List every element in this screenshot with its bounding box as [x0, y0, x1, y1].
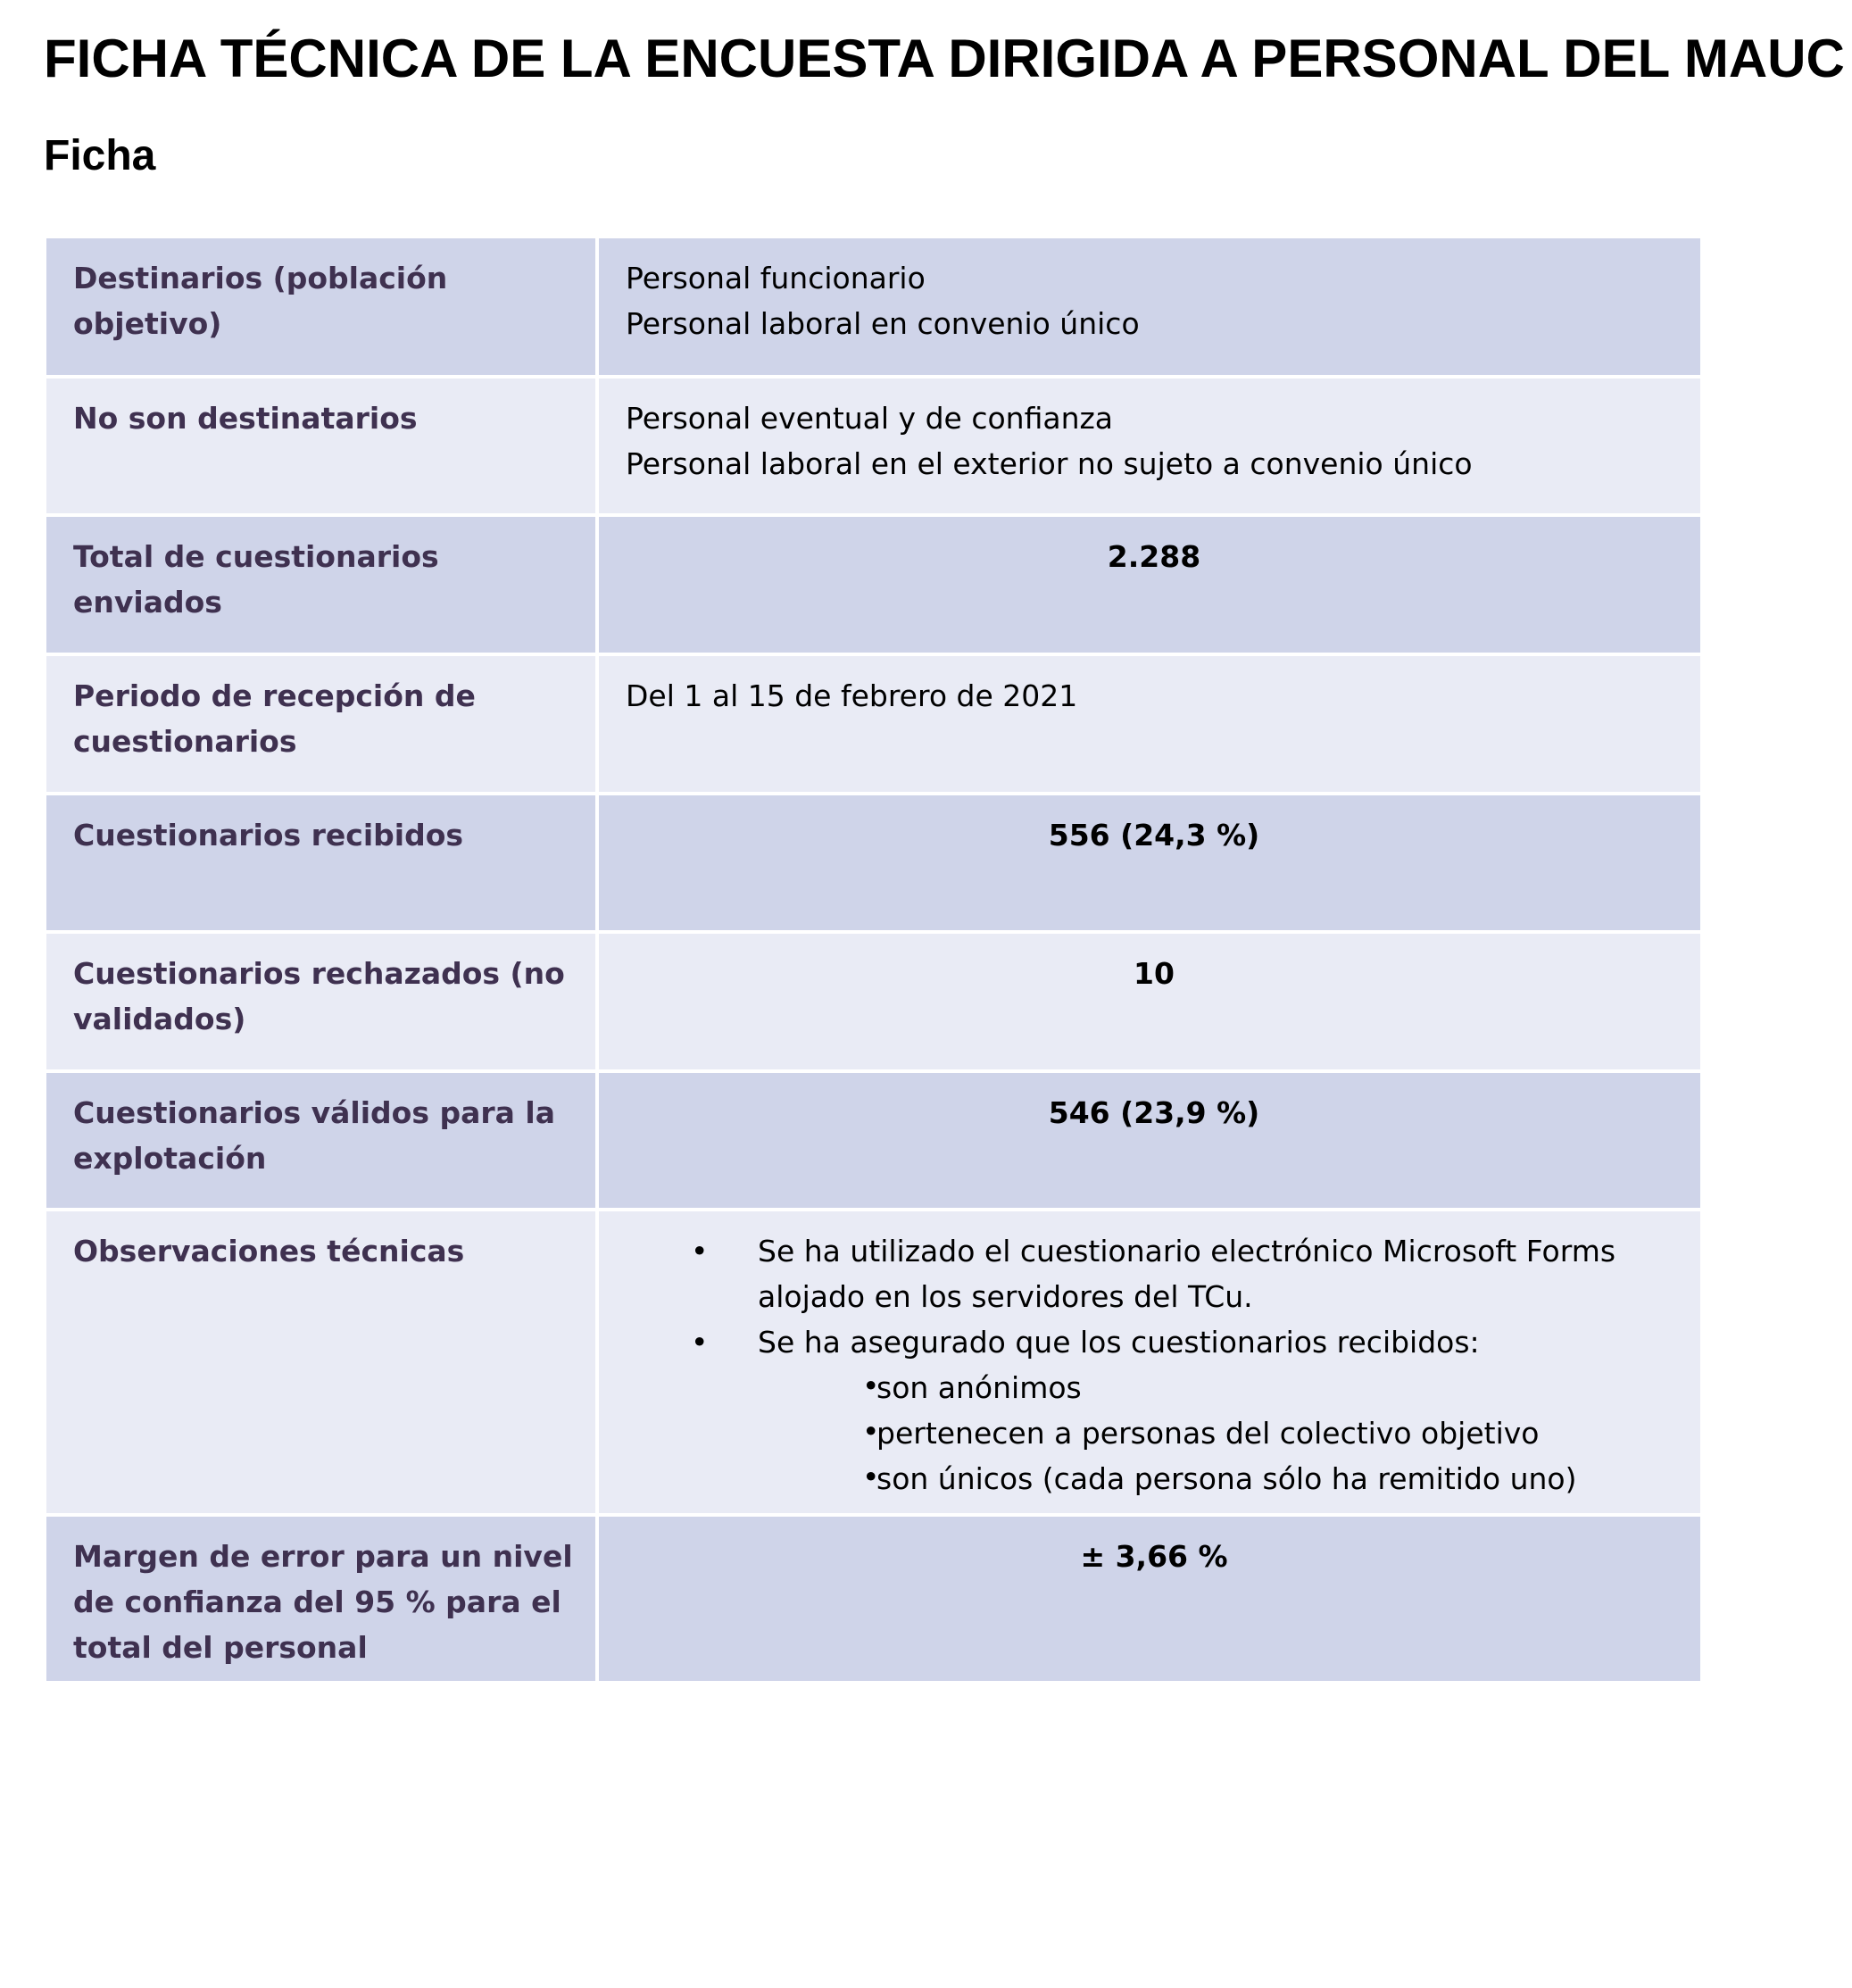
row-label: No son destinatarios [46, 377, 597, 515]
list-item [626, 1228, 1682, 1319]
row-value [597, 654, 1700, 794]
row-value [597, 1210, 1700, 1515]
section-title: Ficha [44, 132, 156, 179]
value-line: Personal laboral en el exterior no sujeto a convenio único [626, 446, 1473, 481]
sub-list-item [862, 1456, 1682, 1501]
sub-list-item-text: son únicos (cada persona sólo ha remitido uno) [876, 1461, 1577, 1496]
bullet-icon: • [691, 1325, 709, 1360]
list-item-text: Se ha asegurado que los cuestionarios recibidos: [758, 1325, 1480, 1360]
observations-list [626, 1228, 1682, 1365]
value-line: Personal funcionario [626, 261, 926, 295]
row-value [597, 377, 1700, 515]
list-item-text: alojado en los servidores del TCu. [758, 1279, 1253, 1314]
row-label: Cuestionarios rechazados (no validados) [46, 932, 597, 1071]
row-label: Periodo de recepción de cuestionarios [46, 654, 597, 794]
row-value: 546 (23,9 %) [597, 1071, 1700, 1210]
table-row [46, 1515, 1700, 1681]
row-label: Margen de error para un nivel de confianza del 95 % para el total del personal [46, 1515, 597, 1681]
table-row [46, 932, 1700, 1071]
bullet-icon: • [691, 1234, 709, 1268]
table-row [46, 1210, 1700, 1515]
row-value: 2.288 [597, 515, 1700, 654]
row-value: ± 3,66 % [597, 1515, 1700, 1681]
row-value: 10 [597, 932, 1700, 1071]
row-label: Cuestionarios válidos para la explotación [46, 1071, 597, 1210]
row-label: Observaciones técnicas [46, 1210, 597, 1515]
table-row [46, 654, 1700, 794]
value-line: Del 1 al 15 de febrero de 2021 [626, 678, 1078, 713]
value-line: Personal eventual y de confianza [626, 401, 1114, 436]
bullet-icon: • [862, 1414, 880, 1449]
row-label: Total de cuestionarios enviados [46, 515, 597, 654]
sub-list-item-text: pertenecen a personas del colectivo objetivo [876, 1416, 1540, 1451]
table-row [46, 238, 1700, 377]
page-title: FICHA TÉCNICA DE LA ENCUESTA DIRIGIDA A PERSONAL DEL MAUC [44, 29, 1845, 88]
row-label: Cuestionarios recibidos [46, 794, 597, 932]
table-row [46, 794, 1700, 932]
list-item [626, 1319, 1682, 1365]
table-row [46, 377, 1700, 515]
table-row [46, 515, 1700, 654]
row-label: Destinarios (población objetivo) [46, 238, 597, 377]
sub-list [626, 1365, 1682, 1501]
value-line: Personal laboral en convenio único [626, 306, 1140, 341]
row-value [597, 238, 1700, 377]
bullet-icon: • [862, 1368, 880, 1403]
ficha-table [46, 238, 1700, 1681]
bullet-icon: • [862, 1460, 880, 1494]
sub-list-item [862, 1365, 1682, 1410]
table-row [46, 1071, 1700, 1210]
list-item-text: Se ha utilizado el cuestionario electrónico Microsoft Forms [758, 1234, 1616, 1268]
row-value: 556 (24,3 %) [597, 794, 1700, 932]
sub-list-item [862, 1410, 1682, 1456]
sub-list-item-text: son anónimos [876, 1370, 1082, 1405]
